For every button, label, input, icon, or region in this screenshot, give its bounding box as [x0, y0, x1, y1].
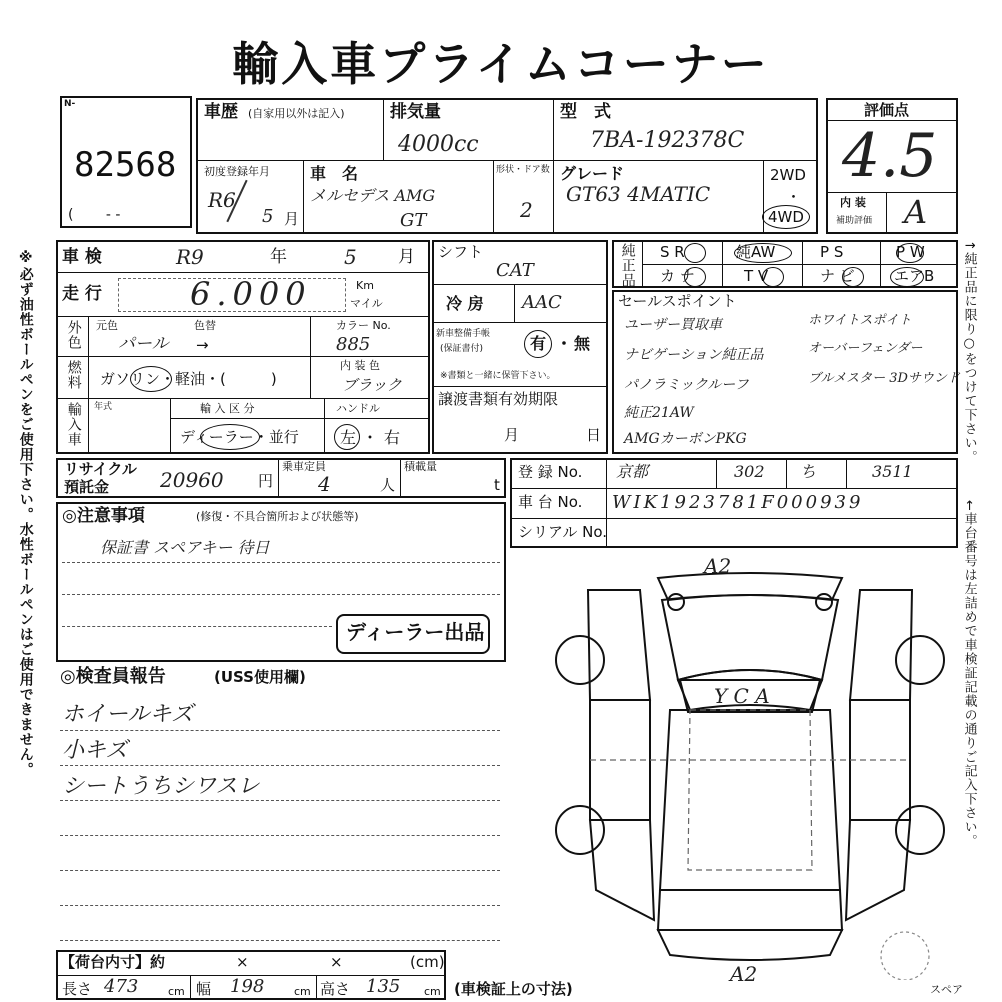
- color-code-value: 885: [336, 334, 371, 355]
- car-name-value-1: メルセデス AMG: [310, 186, 436, 205]
- capacity-value: 4: [318, 472, 331, 496]
- inspection-month: 5: [344, 245, 357, 269]
- interior-score-value: A: [904, 193, 928, 231]
- sales-point-7: 純正21AW: [624, 405, 694, 421]
- sales-points-label: セールスポイント: [618, 292, 737, 310]
- dims-note: (車検証上の寸法): [454, 980, 573, 998]
- mileage-unit-mile: マイル: [350, 297, 383, 310]
- car-name-value-2: GT: [400, 210, 427, 231]
- orig-color-label: 元色: [96, 319, 118, 332]
- color-arrow: →: [196, 336, 209, 354]
- warranty-no: 無: [574, 334, 591, 353]
- shift-label: シフト: [438, 243, 484, 261]
- transfer-month: 月: [504, 426, 520, 444]
- import-section-label: 輸 入 区 分: [200, 402, 255, 415]
- displacement-label: 排気量: [390, 102, 441, 122]
- interior-color-value: ブラック: [342, 376, 402, 394]
- history-label: 車歴: [204, 102, 238, 122]
- cargo-unit: (cm): [410, 953, 445, 971]
- inspection-year: R9: [176, 245, 204, 269]
- handle-value: 左・右: [340, 428, 407, 447]
- score-label: 評価点: [864, 101, 910, 119]
- load-label: 積載量: [404, 460, 437, 473]
- handle-label: ハンドル: [336, 402, 380, 415]
- cargo-label: 【荷台内寸】約: [60, 953, 166, 971]
- model-value: 7BA-192378C: [590, 128, 745, 153]
- registration-area: 京都: [616, 462, 649, 481]
- length-unit: cm: [168, 985, 185, 998]
- interior-score-sub: 補助評価: [836, 216, 873, 226]
- right-rear-quarter: [846, 820, 910, 920]
- recycle-label-1: リサイクル: [64, 460, 137, 478]
- genuine-r1-3: P S: [820, 243, 844, 261]
- side-note-left: ※必ず油性ボールペンをご使用下さい。水性ボールペンはご使用できません。: [17, 250, 34, 777]
- sales-point-5: パノラミックルーフ: [624, 377, 749, 393]
- registration-number: 3511: [872, 462, 913, 481]
- recycle-unit: 円: [258, 472, 274, 490]
- fuel-label: 燃料: [65, 360, 82, 390]
- cargo-x2: ×: [330, 953, 343, 971]
- side-note-chassis: ←車台番号は左詰めで車検証記載の通りご記入下さい。: [961, 500, 977, 848]
- lot-prefix: N-: [64, 99, 76, 109]
- sales-point-3: ナビゲーション純正品: [624, 347, 764, 363]
- drive-2wd: 2WD: [770, 166, 806, 184]
- warranty-note: ※書類と一緒に保管下さい。: [440, 371, 556, 381]
- wheel-front-right: [896, 636, 944, 684]
- notes-sub: (修復・不具合箇所および状態等): [196, 510, 359, 523]
- roof-damage-mark: Y C A: [714, 684, 770, 708]
- genuine-r2-3: ナ ビ: [820, 267, 855, 285]
- height-unit: cm: [424, 985, 441, 998]
- first-reg-label: 初度登録年月: [204, 165, 270, 178]
- genuine-r1-4: P W: [896, 243, 925, 261]
- grade-value: GT63 4MATIC: [566, 182, 711, 206]
- car-name-label: 車 名: [310, 164, 359, 183]
- side-note-genuine: ↑純正品に限り○をつけて下さい。: [961, 240, 977, 464]
- capacity-unit: 人: [380, 476, 396, 494]
- chassis-value: WIK1923781F000939: [612, 492, 864, 513]
- score-value: 4.5: [842, 121, 938, 191]
- roof: [660, 710, 840, 890]
- headlight-right: [816, 594, 832, 610]
- recycle-label-2: 預託金: [64, 478, 110, 496]
- wheel-rear-left: [556, 806, 604, 854]
- genuine-r2-2: T V: [744, 267, 769, 285]
- inspection-month-unit: 月: [398, 247, 415, 267]
- capacity-label: 乗車定員: [282, 460, 326, 473]
- warranty-yes: 有: [530, 334, 547, 353]
- shift-value: CAT: [496, 260, 534, 281]
- registration-class: 302: [734, 462, 765, 481]
- mileage-unit-km: Km: [356, 279, 374, 292]
- warranty-label-1: 新車整備手帳: [436, 329, 491, 339]
- left-fender-front: [588, 590, 650, 700]
- page-title: 輸入車プライムコーナー: [232, 37, 770, 91]
- wheel-rear-right: [896, 806, 944, 854]
- sales-point-4: オーバーフェンダー: [808, 341, 923, 356]
- import-section-value: ディーラー・並行: [180, 428, 299, 446]
- mileage-value: 6.000: [190, 275, 312, 313]
- ac-value: AAC: [522, 292, 562, 313]
- fuel-options: ガソリン・軽油・( ): [100, 370, 277, 388]
- car-diagram: [550, 560, 950, 980]
- chassis-label: 車 台 No.: [518, 493, 583, 511]
- registration-kana: ち: [800, 462, 817, 481]
- length-value: 473: [104, 976, 139, 997]
- color-code-label: カラー No.: [336, 319, 391, 332]
- sales-point-2: ホワイトスポイト: [808, 313, 912, 328]
- headlight-left: [668, 594, 684, 610]
- height-value: 135: [366, 976, 401, 997]
- lot-number: 82568: [74, 145, 177, 185]
- outer-color-label: 外色: [65, 320, 82, 350]
- shape-doors-value: 2: [520, 198, 533, 222]
- interior-color-label: 内 装 色: [340, 359, 380, 372]
- mileage-label: 走 行: [62, 284, 102, 304]
- import-label: 輸入車: [65, 402, 82, 447]
- inspector-label: ◎検査員報告: [60, 666, 166, 687]
- recycle-value: 20960: [160, 468, 224, 492]
- inspector-line-1: ホイールキズ: [62, 702, 194, 727]
- notes-line-1: 保証書 スペアキー 待日: [100, 538, 270, 557]
- rear-body: [658, 890, 842, 930]
- length-label: 長さ: [62, 980, 93, 998]
- import-year-label: 年式: [94, 402, 113, 412]
- spare-label: スペア: [930, 983, 963, 996]
- transfer-day: 日: [586, 426, 602, 444]
- history-note: (自家用以外は記入): [248, 107, 345, 120]
- warranty-label-2: (保証書付): [440, 344, 484, 354]
- warranty-sep: ・: [556, 334, 573, 353]
- front-damage-mark: A2: [704, 554, 732, 578]
- first-reg-year: R6: [208, 188, 236, 212]
- registration-label: 登 録 No.: [518, 463, 583, 481]
- serial-label: シリアル No.: [518, 523, 608, 541]
- wheel-front-left: [556, 636, 604, 684]
- inspector-line-3: シートうちシワスレ: [62, 774, 260, 799]
- first-reg-month-unit: 月: [284, 210, 300, 228]
- width-unit: cm: [294, 985, 311, 998]
- inspector-sub: (USS使用欄): [214, 668, 306, 686]
- outer-color-value: パール: [118, 334, 169, 354]
- sales-point-8: AMGカーボンPKG: [624, 431, 747, 447]
- grade-label: グレード: [560, 164, 625, 183]
- first-reg-month: 5: [262, 206, 274, 227]
- inspection-year-unit: 年: [270, 247, 287, 267]
- shape-doors-label: 形状・ドア数: [496, 165, 550, 175]
- load-unit: t: [494, 476, 500, 494]
- genuine-label: 純正品: [619, 243, 636, 288]
- width-label: 幅: [196, 980, 212, 998]
- sales-point-6: ブルメスター 3Dサウンド: [808, 371, 960, 386]
- ac-label: 冷 房: [446, 294, 484, 313]
- genuine-r1-1: S R: [660, 243, 685, 261]
- genuine-r2-4: エアB: [894, 267, 935, 285]
- rear-bumper: [658, 930, 842, 960]
- spare-circle: [881, 932, 929, 980]
- notes-label: ◎注意事項: [62, 506, 145, 526]
- model-label: 型 式: [560, 102, 611, 122]
- front-hood: [662, 595, 838, 680]
- left-rear-quarter: [590, 820, 654, 920]
- transfer-label: 譲渡書類有効期限: [438, 390, 559, 408]
- dealer-badge: ディーラー出品: [346, 620, 485, 644]
- genuine-r2-1: カ ナ: [660, 267, 695, 285]
- rear-damage-mark: A2: [730, 962, 758, 986]
- displacement-value: 4000cc: [398, 132, 479, 157]
- width-value: 198: [230, 976, 265, 997]
- interior-score-label: 内 装: [840, 196, 866, 209]
- right-fender-front: [850, 590, 912, 700]
- sales-point-1: ユーザー買取車: [624, 317, 722, 333]
- cargo-x1: ×: [236, 953, 249, 971]
- genuine-r1-2: 純AW: [736, 243, 776, 261]
- height-label: 高さ: [320, 980, 351, 998]
- drive-4wd: 4WD: [768, 208, 804, 226]
- inspection-label: 車 検: [62, 247, 102, 267]
- repaint-color-label: 色替: [194, 319, 216, 332]
- inspector-line-2: 小キズ: [62, 738, 128, 763]
